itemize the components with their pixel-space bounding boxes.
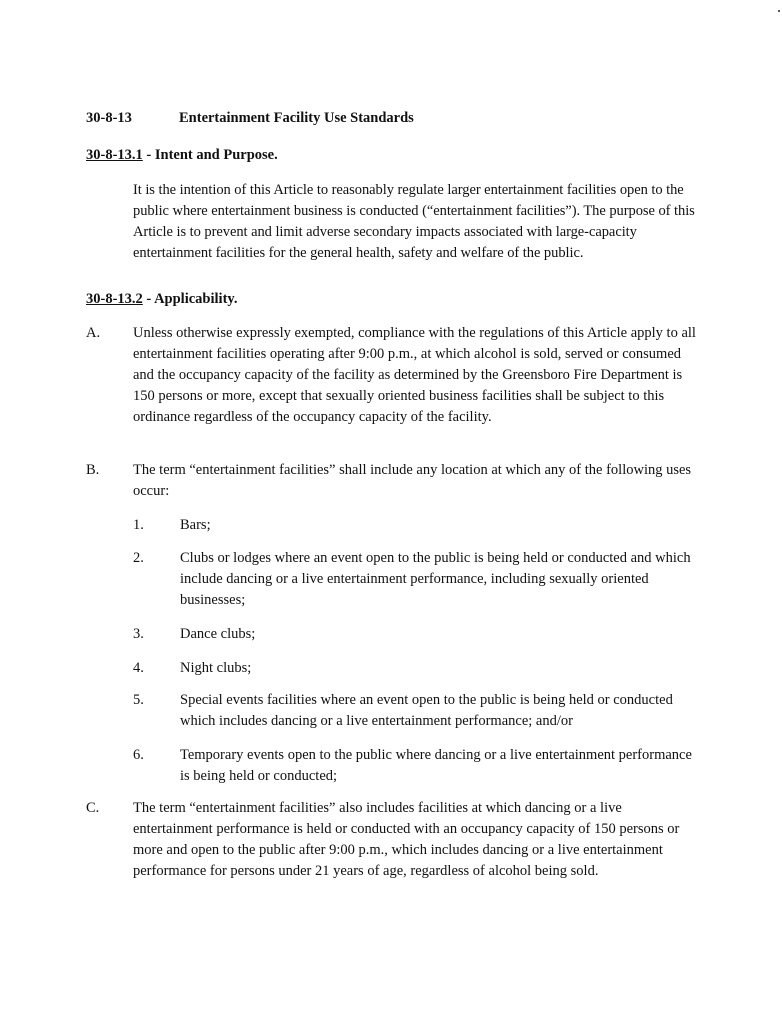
- use-item-4-label: 4.: [133, 660, 144, 676]
- item-b-text: The term “entertainment facilities” shall include any location at which any of the following uses occur:: [133, 462, 692, 499]
- use-item-6-label: 6.: [133, 747, 144, 763]
- item-a-label: A.: [86, 325, 101, 341]
- intent-title: - Intent and Purpose.: [142, 147, 278, 163]
- use-item-3-label: 3.: [133, 626, 144, 642]
- use-item-6: [133, 745, 698, 787]
- use-item-5: [133, 690, 698, 732]
- use-item-5-label: 5.: [133, 692, 144, 708]
- use-item-4: [133, 658, 698, 679]
- section-heading: [86, 108, 414, 129]
- use-item-1-label: 1.: [133, 517, 144, 533]
- item-b-label: B.: [86, 462, 100, 478]
- intent-ref: 30-8-13.1: [86, 147, 143, 163]
- item-b: [86, 460, 698, 502]
- use-item-2: [133, 548, 698, 611]
- use-item-2-text: Clubs or lodges where an event open to the public is being held or conducted and which include dancing or a live entertainment performance, including sexually oriented businesses;: [180, 550, 691, 608]
- use-item-1-text: Bars;: [180, 517, 211, 533]
- use-item-3: [133, 624, 698, 645]
- section-number: 30-8-13: [86, 110, 132, 126]
- use-item-4-text: Night clubs;: [180, 660, 252, 676]
- use-item-2-label: 2.: [133, 550, 144, 566]
- use-item-1: [133, 515, 698, 536]
- use-item-5-text: Special events facilities where an event open to the public is being held or conducted which includes dancing or a live entertainment performance; and/or: [180, 692, 673, 729]
- item-c: [86, 798, 698, 882]
- item-a-text: Unless otherwise expressly exempted, compliance with the regulations of this Article apply to all entertainment facilities operating after 9:00 p.m., at which alcohol is sold, served or consumed and the occupancy capacity of the facility as determined by the Greensboro Fire Department is 150 persons or more, except that sexually oriented business facilities shall be subject to this ordinance regardless of the occupancy capacity of the facility.: [133, 325, 696, 425]
- use-item-6-text: Temporary events open to the public where dancing or a live entertainment performance is being held or conducted;: [180, 747, 692, 784]
- section-title: Entertainment Facility Use Standards: [179, 110, 414, 126]
- item-c-text: The term “entertainment facilities” also includes facilities at which dancing or a live entertainment performance is held or conducted with an occupancy capacity of 150 persons or more and open to the public after 9:00 p.m., which includes dancing or a live entertainment performance for persons under 21 years of age, regardless of alcohol being sold.: [133, 800, 680, 879]
- applicability-heading: [86, 289, 237, 310]
- intent-paragraph: It is the intention of this Article to reasonably regulate larger entertainment facilities open to the public where entertainment business is conducted (“entertainment facilities”). The purpose of this Article is to prevent and limit adverse secondary impacts associated with large-capacity entertainment facilities for the general health, safety and welfare of the public.: [133, 182, 695, 261]
- applicability-ref: 30-8-13.2: [86, 291, 143, 307]
- intent-heading: [86, 145, 278, 166]
- use-item-3-text: Dance clubs;: [180, 626, 256, 642]
- scan-speck: [778, 10, 780, 12]
- applicability-title: - Applicability.: [142, 291, 238, 307]
- item-c-label: C.: [86, 800, 100, 816]
- item-a: [86, 323, 698, 428]
